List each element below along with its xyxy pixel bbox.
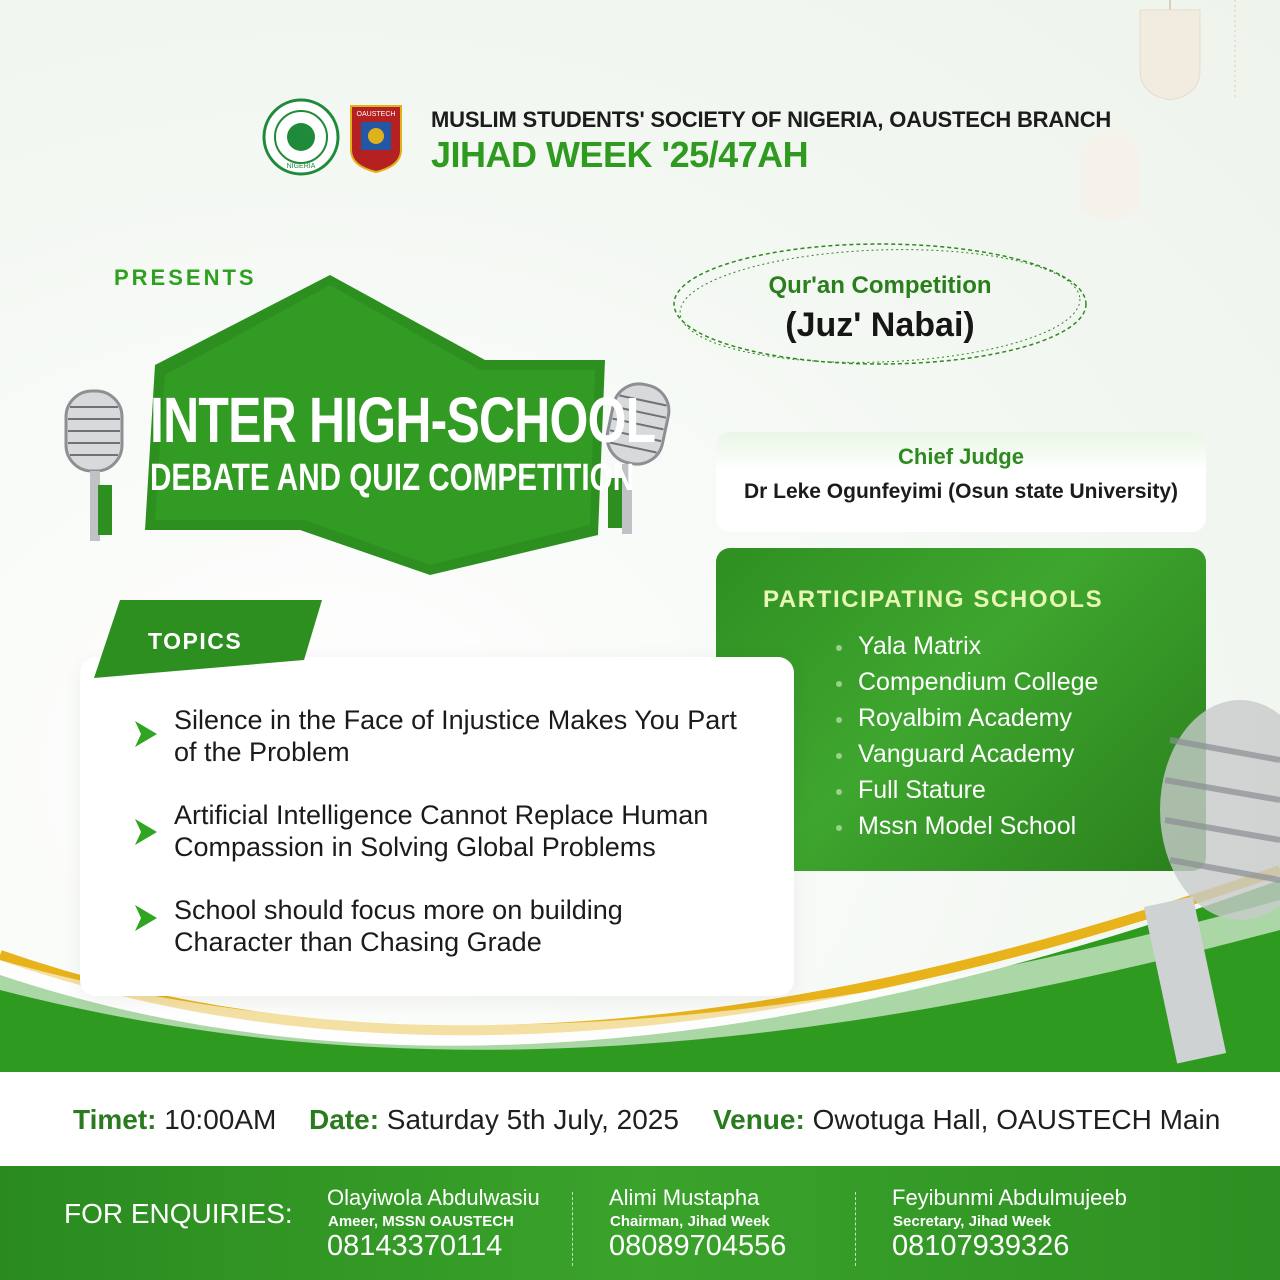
contact-phone[interactable]: 08143370114 xyxy=(327,1230,503,1262)
dashed-oval xyxy=(668,236,1092,372)
topic-line: School should focus more on building xyxy=(174,895,623,925)
title-line-2: DEBATE AND QUIZ COMPETITION xyxy=(150,457,635,499)
quran-label: Qur'an Competition xyxy=(768,272,992,299)
topic-line: Silence in the Face of Injustice Makes You Part xyxy=(174,705,737,735)
topics-label: TOPICS xyxy=(148,628,243,654)
time-info xyxy=(73,1104,276,1136)
event-name: JIHAD WEEK '25/47AH xyxy=(431,134,809,175)
school-item: Compendium College xyxy=(858,668,1099,696)
date-info xyxy=(309,1104,679,1136)
schools-heading: PARTICIPATING SCHOOLS xyxy=(763,586,1104,613)
topic-line: of the Problem xyxy=(174,737,350,767)
chief-judge-card xyxy=(716,432,1206,532)
bullet-icon xyxy=(836,717,842,723)
logo-right-text: OAUSTECH xyxy=(356,111,396,118)
topic-line: Character than Chasing Grade xyxy=(174,927,542,957)
divider xyxy=(572,1192,573,1266)
school-item: Mssn Model School xyxy=(858,812,1077,840)
contact-phone[interactable]: 08089704556 xyxy=(609,1230,787,1262)
arrow-icon xyxy=(133,903,159,933)
contact-role: Secretary, Jihad Week xyxy=(893,1213,1051,1230)
presents-label: PRESENTS xyxy=(114,265,257,290)
organization-name: MUSLIM STUDENTS' SOCIETY OF NIGERIA, OAUSTECH BRANCH xyxy=(431,107,1112,132)
enquiries-label: FOR ENQUIRIES: xyxy=(64,1198,293,1229)
venue-value: Owotuga Hall, OAUSTECH Main xyxy=(812,1104,1221,1135)
arrow-icon xyxy=(133,719,159,749)
school-item: Vanguard Academy xyxy=(858,740,1075,768)
topic-item xyxy=(174,704,784,768)
quran-sub: (Juz' Nabai) xyxy=(785,306,975,344)
title-line-1: INTER HIGH-SCHOOL xyxy=(150,384,656,456)
contact-role: Ameer, MSSN OAUSTECH xyxy=(328,1213,514,1230)
contact-name: Olayiwola Abdulwasiu xyxy=(327,1185,540,1210)
divider xyxy=(855,1192,856,1266)
venue-info xyxy=(713,1104,1220,1136)
bullet-icon xyxy=(836,825,842,831)
chief-judge-label: Chief Judge xyxy=(898,444,1024,469)
bullet-icon xyxy=(836,681,842,687)
bullet-icon xyxy=(836,789,842,795)
contact-role: Chairman, Jihad Week xyxy=(610,1213,770,1230)
topic-item xyxy=(174,894,784,958)
microphone-left-icon xyxy=(60,385,132,555)
time-value: 10:00AM xyxy=(164,1104,277,1135)
logo-left-text: NIGERIA xyxy=(286,163,316,170)
school-item: Yala Matrix xyxy=(858,632,982,660)
school-item: Full Stature xyxy=(858,776,986,804)
arrow-icon xyxy=(133,817,159,847)
venue-label: Venue: xyxy=(713,1104,805,1135)
mssn-logo xyxy=(262,98,340,176)
time-label: Timet: xyxy=(73,1104,157,1135)
contact-name: Feyibunmi Abdulmujeeb xyxy=(892,1185,1127,1210)
event-title xyxy=(150,385,655,501)
bullet-icon xyxy=(836,753,842,759)
school-item: Royalbim Academy xyxy=(858,704,1072,732)
topic-line: Compassion in Solving Global Problems xyxy=(174,832,656,862)
date-label: Date: xyxy=(309,1104,380,1135)
date-value: Saturday 5th July, 2025 xyxy=(386,1104,679,1135)
large-microphone-icon xyxy=(1120,700,1280,1070)
chief-judge-name: Dr Leke Ogunfeyimi (Osun state University) xyxy=(743,480,1179,503)
bullet-icon xyxy=(836,645,842,651)
contact-name: Alimi Mustapha xyxy=(609,1185,760,1210)
oaustech-logo xyxy=(347,100,405,176)
quran-competition-badge xyxy=(668,236,1092,372)
contact-phone[interactable]: 08107939326 xyxy=(892,1230,1070,1262)
topic-line: Artificial Intelligence Cannot Replace Human xyxy=(174,800,709,830)
topic-item xyxy=(174,799,784,863)
